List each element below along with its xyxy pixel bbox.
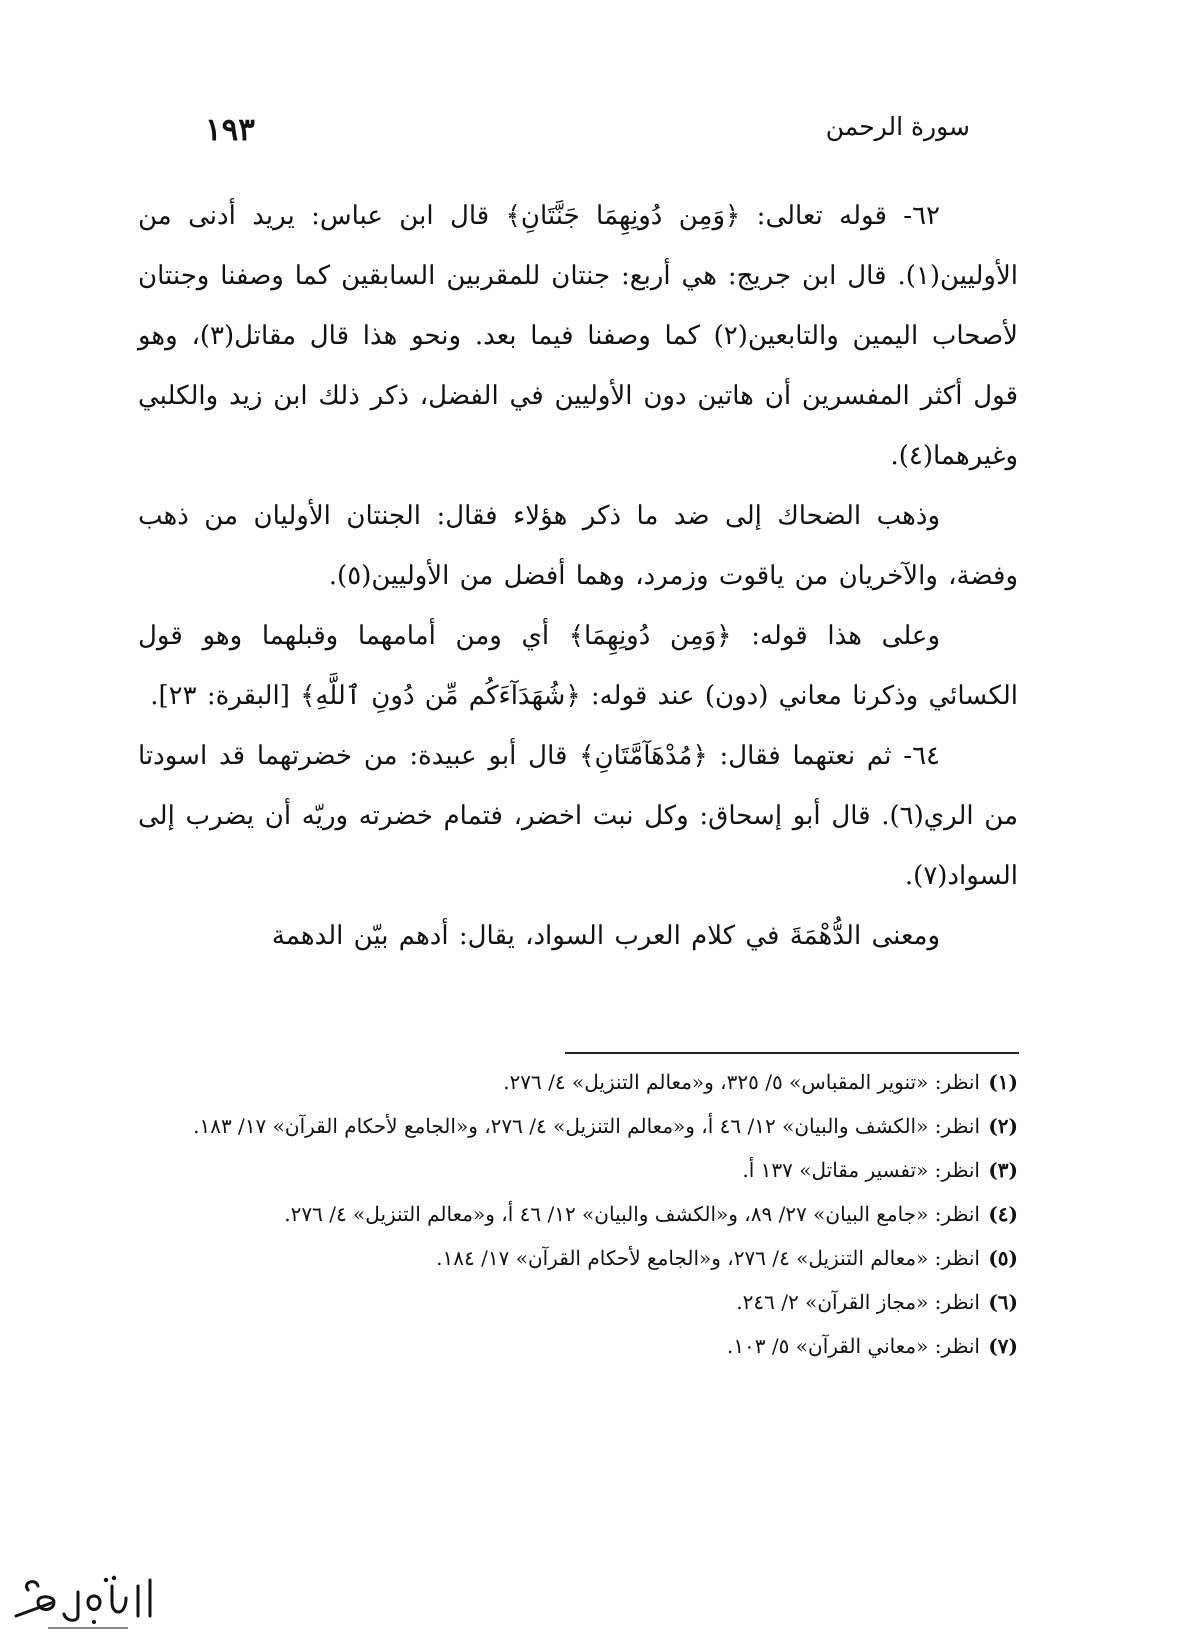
- paragraph-verse-62: ٦٢- قوله تعالى: ﴿وَمِن دُونِهِمَا جَنَّتَانِ﴾ قال ابن عباس: يريد أدنى من الأوليين(١). قال ابن جريج: هي أربع: جنتان للمقربين السابقين كما وصفنا وجنتان لأصحاب اليمين والتابعين(٢) كما وصفنا فيما بعد. ونحو هذا قال مقاتل(٣)، وهو قول أكثر المفسرين أن هاتين دون الأوليين في الفضل، ذكر ذلك ابن زيد والكلبي وغيرهما(٤).: [138, 201, 1019, 471]
- footnote: [138, 1060, 1018, 1104]
- publisher-logo: [8, 1572, 158, 1634]
- footnote-number: (٦): [988, 1290, 1018, 1314]
- footnote: [138, 1236, 1018, 1280]
- footnote-number: (٥): [988, 1246, 1018, 1270]
- footnote-text: انظر: «الكشف والبيان» ١٢/ ٤٦ أ، و«معالم التنزيل» ٤/ ٢٧٦، و«الجامع لأحكام القرآن» ١٧/ ١٨٣.: [193, 1114, 980, 1138]
- footnote-text: انظر: «معاني القرآن» ٥/ ١٠٣.: [726, 1334, 980, 1358]
- paragraph-dahhak: وذهب الضحاك إلى ضد ما ذكر هؤلاء فقال: الجنتان الأوليان من ذهب وفضة، والآخريان من ياقوت وزمرد، وهما أفضل من الأوليين(٥).: [138, 501, 1018, 591]
- footnote-number: (١): [988, 1070, 1018, 1094]
- footnote: [138, 1324, 1018, 1368]
- running-title: سورة الرحمن: [825, 112, 970, 141]
- paragraph-kisai: وعلى هذا قوله: ﴿وَمِن دُونِهِمَا﴾ أي ومن أمامهما وقبلهما وهو قول الكسائي وذكرنا معاني (دون) عند قوله: ﴿شُهَدَآءَكُم مِّن دُونِ ٱللَّهِ﴾ [البقرة: ٢٣].: [138, 621, 1018, 711]
- footnote: [138, 1192, 1018, 1236]
- footnote-text: انظر: «مجاز القرآن» ٢/ ٢٤٦.: [736, 1290, 980, 1314]
- paragraph-dahma: ومعنى الدُّهْمَةَ في كلام العرب السواد، يقال: أدهم بيّن الدهمة: [271, 921, 940, 951]
- footnote: [138, 1148, 1018, 1192]
- footnote-number: (٧): [988, 1334, 1018, 1358]
- footnote-text: انظر: «تفسير مقاتل» ١٣٧ أ.: [742, 1158, 980, 1182]
- footnote-text: انظر: «جامع البيان» ٢٧/ ٨٩، و«الكشف والبيان» ١٢/ ٤٦ أ، و«معالم التنزيل» ٤/ ٢٧٦.: [284, 1202, 980, 1226]
- footnote: [138, 1104, 1018, 1148]
- footnote: [138, 1280, 1018, 1324]
- main-text: [138, 186, 1018, 966]
- footnote-text: انظر: «تنوير المقباس» ٥/ ٣٢٥، و«معالم التنزيل» ٤/ ٢٧٦.: [503, 1070, 980, 1094]
- footnote-text: انظر: «معالم التنزيل» ٤/ ٢٧٦، و«الجامع لأحكام القرآن» ١٧/ ١٨٤.: [436, 1246, 980, 1270]
- footnote-divider: [565, 1052, 1019, 1054]
- footnote-number: (٣): [988, 1158, 1018, 1182]
- footnote-number: (٢): [988, 1114, 1018, 1138]
- footnotes: [138, 1060, 1018, 1368]
- page-number: ١٩٣: [205, 112, 255, 148]
- paragraph-verse-64: ٦٤- ثم نعتهما فقال: ﴿مُدْهَآمَّتَانِ﴾ قال أبو عبيدة: من خضرتهما قد اسودتا من الري(٦). قال أبو إسحاق: وكل نبت اخضر، فتمام خضرته وريّه أن يضرب إلى السواد(٧).: [138, 741, 1019, 891]
- footnote-number: (٤): [988, 1202, 1018, 1226]
- page-header: [205, 112, 970, 152]
